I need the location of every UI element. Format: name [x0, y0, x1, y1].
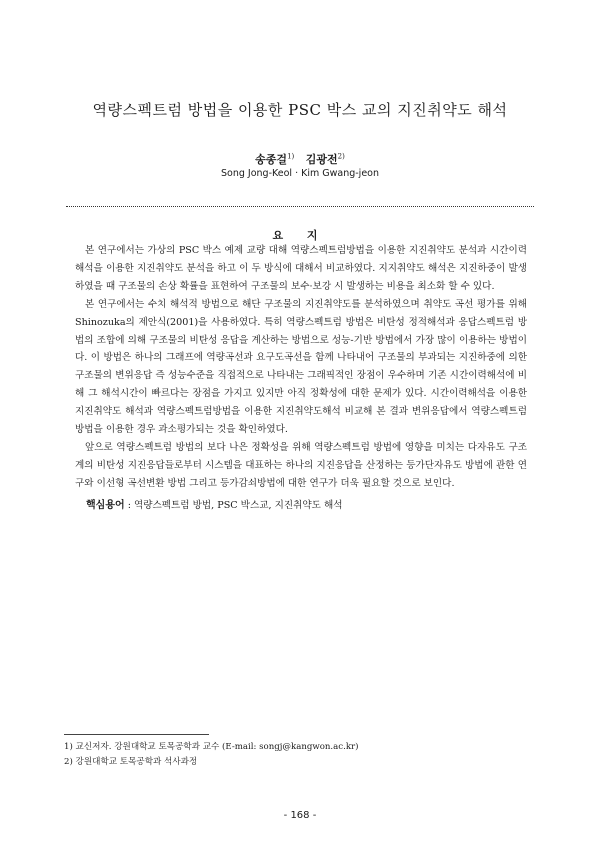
footnotes	[64, 740, 534, 770]
author-footnote-mark: 1)	[287, 152, 295, 161]
author-footnote-mark: 2)	[337, 152, 345, 161]
keywords	[86, 496, 526, 511]
paper-title: 역량스펙트럼 방법을 이용한 PSC 박스 교의 지진취약도 해석	[92, 101, 508, 119]
authors-english: Song Jong-Keol · Kim Gwang-jeon	[220, 168, 379, 179]
abstract-heading: 요 지	[272, 229, 328, 242]
abstract-paragraph: 본 연구에서는 수치 해석적 방법으로 해단 구조물의 지진취약도를 분석하였으며 취약도 곡선 평가를 위해 Shinozuka의 제안식(2001)을 사용하였다. 특히 역량스펙트럼 방법은 비탄성 정적해석과 응답스펙트럼 방법의 조합에 의해 구조물의 비탄성 응답을 계산하는 방법으로 성능-기반 방법에서 가장 많이 이용하는 방법이다. 이 방법은 하나의 그래프에 역량곡선과 요구도곡선을 함께 나타내어 구조물의 부과되는 지진하중에 의한 구조물의 변위응답 즉 성능수준을 직접적으로 나타내는 그래픽적인 장점이 우수하며 기존 시간이력해석에 비해 그 해석시간이 빠르다는 장점을 가지고 있지만 아직 정확성에 대한 문제가 있다. 시간이력해석을 이용한 지진취약도 해석과 역량스펙트럼방법을 이용한 지진취약도해석 비교해 본 결과 변위응답에서 역량스펙트럼방법을 이용한 경우 과소평가되는 것을 확인하였다.	[75, 298, 527, 436]
footnote: 1) 교신저자. 강원대학교 토목공학과 교수 (E-mail: songj@kangwon.ac.kr)	[64, 742, 359, 752]
author-name: 송종걸	[255, 153, 288, 166]
section-divider	[66, 206, 534, 207]
keywords-label: 핵심용어	[86, 500, 125, 511]
authors-korean	[0, 151, 600, 167]
abstract-paragraph: 앞으로 역량스펙트럼 방법의 보다 나은 정확성을 위해 역량스펙트럼 방법에 영향을 미치는 다자유도 구조계의 비탄성 지진응답들로부터 시스템을 대표하는 하나의 지진응답을 산정하는 등가단자유도 방법에 관한 연구와 이선형 곡선변환 방법 그리고 등가감쇠방법에 대한 연구가 더욱 필요할 것으로 보인다.	[75, 441, 527, 489]
abstract-paragraph: 본 연구에서는 가상의 PSC 박스 예제 교량 대해 역량스펙트럼방법을 이용한 지진취약도 분석과 시간이력해석을 이용한 지진취약도 분석을 하고 이 두 방식에 대해서 비교하였다. 지지취약도 해석은 지진하중이 발생하였을 때 구조물의 손상 확률을 표현하여 구조물의 보수·보강 시 발생하는 비용을 최소화 할 수 있다.	[75, 245, 527, 292]
page-number: - 168 -	[283, 810, 317, 821]
author-name: 김광전	[305, 153, 338, 166]
keywords-text: : 역량스펙트럼 방법, PSC 박스교, 지진취약도 해석	[124, 500, 343, 511]
footnote-rule	[64, 734, 209, 735]
abstract-body	[75, 242, 527, 493]
footnote: 2) 강원대학교 토목공학과 석사과정	[64, 757, 198, 767]
